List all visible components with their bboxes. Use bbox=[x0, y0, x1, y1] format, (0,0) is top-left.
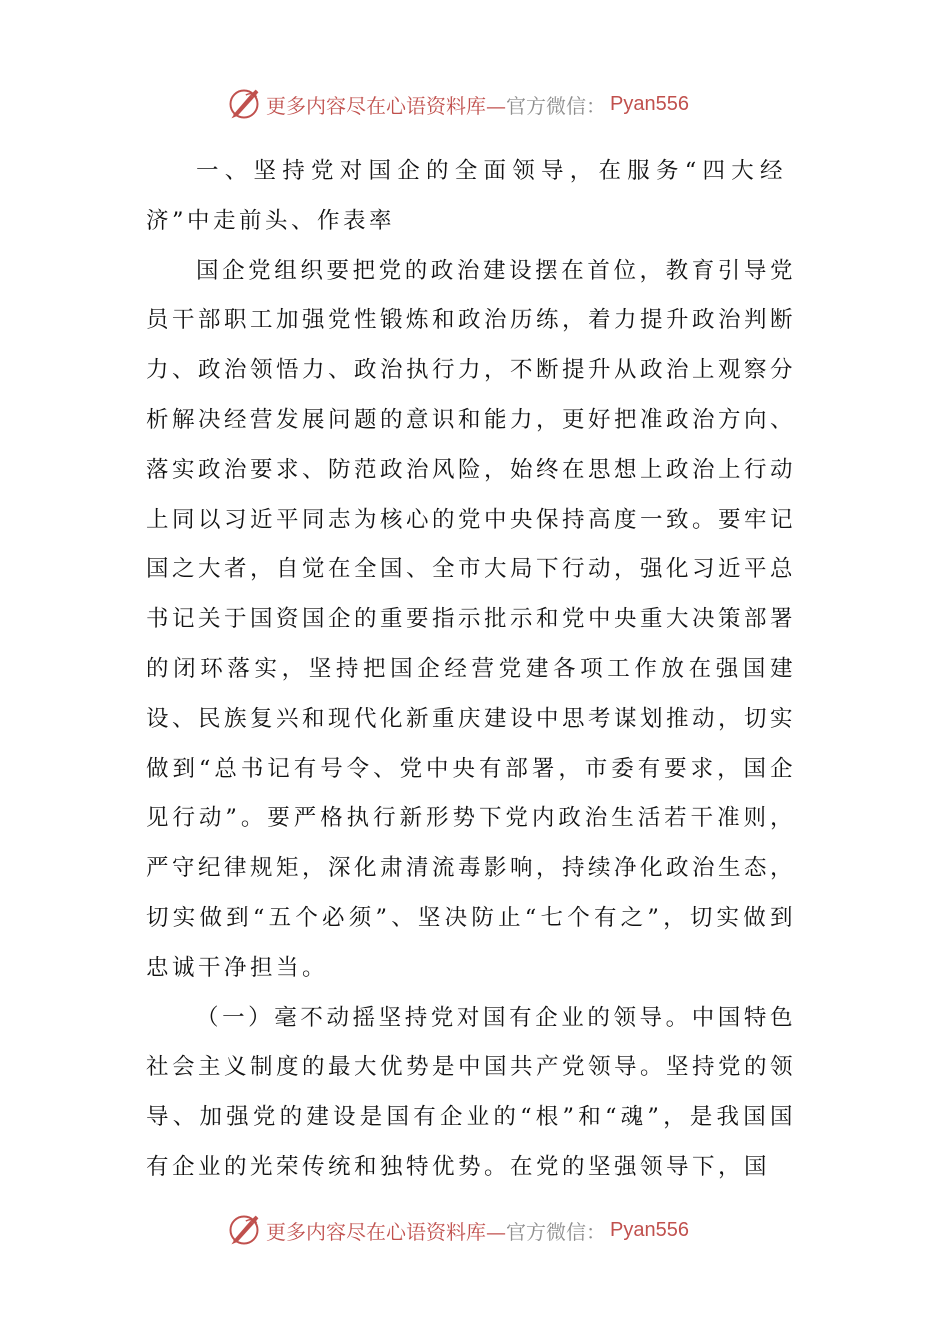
watermark-header bbox=[226, 84, 689, 124]
document-body bbox=[146, 147, 796, 1193]
body-paragraph: 国企党组织要把党的政治建设摆在首位，教育引导党员干部职工加强党性锻炼和政治历练，着力提升政治判断力、政治领悟力、政治执行力，不断提升从政治上观察分析解决经营发展问题的意识和能力，更好把准政治方向、落实政治要求、防范政治风险，始终在思想上政治上行动上同以习近平同志为核心的党中央保持高度一致。要牢记国之大者，自觉在全国、全市大局下行动，强化习近平总书记关于国资国企的重要指示批示和党中央重大决策部署的闭环落实，坚持把国企经营党建各项工作放在强国建设、民族复兴和现代化新重庆建设中思考谋划推动，切实做到“总书记有号令、党中央有部署，市委有要求，国企见行动”。要严格执行新形势下党内政治生活若干准则，严守纪律规矩，深化肃清流毒影响，持续净化政治生态，切实做到“五个必须”、坚决防止“七个有之”，切实做到忠诚干净担当。 bbox=[146, 257, 797, 981]
watermark-id: Pyan556 bbox=[610, 92, 689, 115]
watermark-label: 官方微信： bbox=[506, 1219, 606, 1244]
body-paragraph: （一）毫不动摇坚持党对国有企业的领导。中国特色社会主义制度的最大优势是中国共产党领导。坚持党的领导、加强党的建设是国有企业的“根”和“魂”，是我国国有企业的光荣传统和独特优势。在党的坚强领导下，国 bbox=[146, 1004, 797, 1180]
watermark-text: 更多内容尽在心语资料库— bbox=[266, 93, 506, 118]
pen-nib-logo-icon bbox=[226, 1212, 262, 1248]
watermark-label: 官方微信： bbox=[506, 93, 606, 118]
watermark-id: Pyan556 bbox=[610, 1218, 689, 1241]
section-heading: 一、坚持党对国企的全面领导，在服务“四大经济”中走前头、作表率 bbox=[146, 158, 786, 234]
watermark-text: 更多内容尽在心语资料库— bbox=[266, 1219, 506, 1244]
watermark-footer bbox=[226, 1210, 689, 1250]
pen-nib-logo-icon bbox=[226, 86, 262, 122]
